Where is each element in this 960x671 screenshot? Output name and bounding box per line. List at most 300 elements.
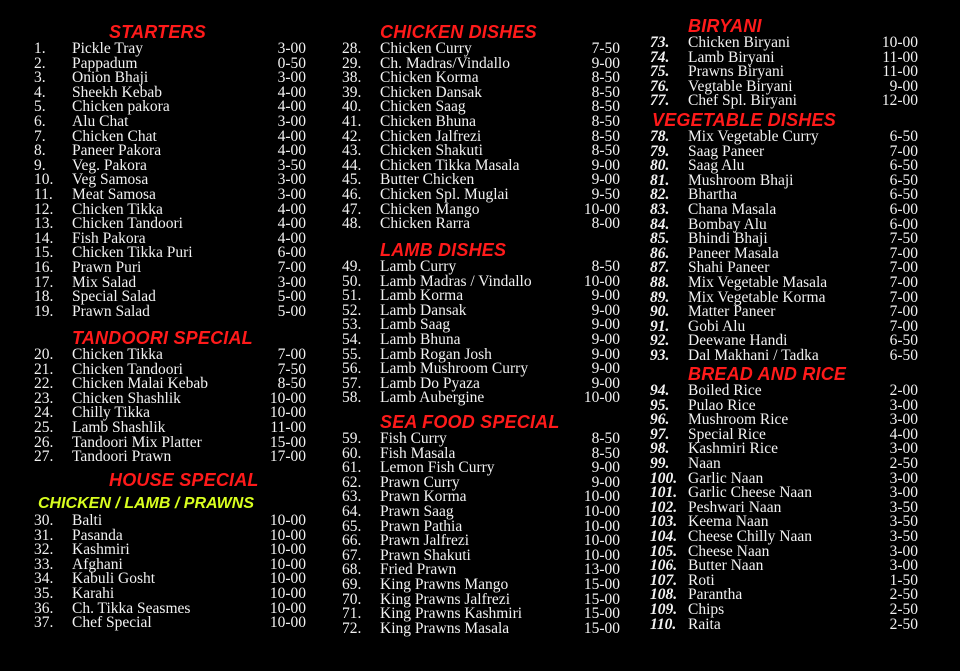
item-number: 20.	[34, 346, 54, 363]
section-title: BIRYANI	[688, 16, 762, 36]
item-number: 24.	[34, 404, 54, 422]
item-name: Chicken Curry	[380, 40, 472, 57]
item-price: 9-00	[591, 171, 620, 189]
item-name: Balti	[72, 512, 103, 529]
item-number: 49.	[342, 258, 362, 275]
item-price: 2-50	[889, 615, 918, 633]
item-price: 4-00	[277, 142, 306, 160]
menu-section	[34, 470, 306, 631]
item-number: 96.	[650, 411, 670, 429]
item-price: 6-50	[889, 346, 918, 364]
item-price: 11-00	[882, 63, 918, 81]
item-price: 10-00	[269, 555, 306, 573]
item-price: 6-50	[889, 128, 918, 145]
item-price: 5-00	[277, 302, 306, 320]
item-name: Keema Naan	[688, 513, 769, 531]
item-number: 38.	[342, 69, 362, 87]
item-number: 104.	[650, 527, 678, 545]
item-name: Ch. Madras/Vindallo	[380, 54, 510, 72]
item-price: 9-00	[889, 77, 918, 95]
item-name: Mix Vegetable Curry	[688, 128, 819, 145]
item-name: Bhartha	[688, 186, 738, 204]
item-name: Afghani	[72, 555, 123, 573]
menu-section	[650, 110, 918, 364]
item-price: 13-00	[583, 561, 620, 579]
item-number: 79.	[650, 142, 670, 160]
item-number: 51.	[342, 287, 362, 305]
item-name: Lamb Saag	[380, 316, 451, 334]
item-price: 0-50	[277, 54, 306, 72]
item-name: Lamb Biryani	[688, 48, 775, 66]
item-price: 7-00	[889, 244, 918, 262]
item-price: 4-00	[277, 98, 306, 116]
item-number: 108.	[650, 586, 678, 604]
item-price: 10-00	[583, 517, 620, 535]
item-number: 94.	[650, 382, 670, 399]
item-price: 7-50	[591, 40, 620, 57]
item-name: Fish Masala	[380, 444, 456, 462]
item-price: 10-00	[269, 512, 306, 529]
item-number: 110.	[650, 615, 677, 633]
item-name: Garlic Cheese Naan	[688, 484, 812, 502]
menu-item	[342, 391, 620, 406]
item-price: 10-00	[583, 272, 620, 290]
item-price: 6-50	[889, 332, 918, 350]
item-name: Pickle Tray	[72, 40, 144, 57]
item-price: 7-50	[889, 230, 918, 248]
item-price: 3-50	[889, 527, 918, 545]
item-price: 4-00	[277, 215, 306, 233]
item-number: 81.	[650, 171, 670, 189]
item-name: Butter Naan	[688, 557, 764, 575]
item-price: 10-00	[583, 532, 620, 550]
item-number: 75.	[650, 63, 670, 81]
item-number: 50.	[342, 272, 362, 290]
item-price: 10-00	[269, 570, 306, 588]
item-price: 6-50	[889, 186, 918, 204]
item-price: 5-00	[277, 288, 306, 306]
item-price: 15-00	[583, 575, 620, 593]
item-price: 10-00	[269, 541, 306, 559]
item-number: 41.	[342, 112, 362, 130]
item-number: 97.	[650, 425, 670, 443]
item-price: 10-00	[269, 404, 306, 422]
menu-section	[342, 22, 620, 232]
item-price: 8-50	[591, 258, 620, 275]
item-name: Chicken Chat	[72, 127, 157, 145]
item-price: 3-00	[277, 40, 306, 57]
item-name: Lamb Curry	[380, 258, 457, 275]
item-name: Chicken Malai Kebab	[72, 375, 209, 393]
item-price: 11-00	[270, 418, 306, 436]
item-name: Butter Chicken	[380, 171, 475, 189]
item-number: 66.	[342, 532, 362, 550]
item-price: 6-50	[889, 157, 918, 175]
item-number: 32.	[34, 541, 54, 559]
item-price: 3-50	[889, 513, 918, 531]
item-number: 35.	[34, 584, 54, 602]
item-name: Prawn Shakuti	[380, 546, 471, 564]
item-price: 3-00	[889, 411, 918, 429]
item-number: 90.	[650, 303, 670, 321]
item-name: Chilly Tikka	[72, 404, 150, 422]
item-number: 19.	[34, 302, 54, 320]
item-name: Saag Paneer	[688, 142, 765, 160]
item-number: 67.	[342, 546, 362, 564]
item-name: Prawn Salad	[72, 302, 150, 320]
item-name: Chef Spl. Biryani	[688, 92, 797, 110]
item-price: 9-00	[591, 459, 620, 477]
item-name: Lamb Do Pyaza	[380, 374, 480, 392]
item-number: 105.	[650, 542, 678, 560]
item-price: 8-50	[591, 444, 620, 462]
item-price: 8-50	[591, 83, 620, 101]
item-name: King Prawns Masala	[380, 619, 510, 637]
item-price: 9-00	[591, 54, 620, 72]
item-number: 10.	[34, 171, 54, 189]
item-number: 89.	[650, 288, 670, 306]
section-title: BREAD AND RICE	[688, 364, 847, 384]
menu-section	[34, 328, 306, 465]
item-price: 10-00	[583, 502, 620, 520]
item-number: 42.	[342, 127, 362, 145]
item-number: 37.	[34, 614, 54, 632]
item-name: Prawn Pathia	[380, 517, 463, 535]
item-number: 102.	[650, 498, 678, 516]
item-price: 8-00	[591, 215, 620, 233]
item-number: 62.	[342, 473, 362, 491]
item-name: Prawns Biryani	[688, 63, 785, 81]
item-price: 9-00	[591, 316, 620, 334]
item-name: Saag Alu	[688, 157, 745, 175]
item-name: Lamb Aubergine	[380, 389, 485, 407]
item-price: 6-00	[889, 215, 918, 233]
item-number: 92.	[650, 332, 670, 350]
item-number: 31.	[34, 526, 54, 544]
item-price: 3-00	[889, 440, 918, 458]
item-number: 36.	[34, 599, 54, 617]
item-number: 93.	[650, 346, 670, 364]
item-name: Mix Vegetable Masala	[688, 273, 828, 291]
menu-item	[342, 619, 620, 637]
item-name: Chicken Shashlik	[72, 389, 181, 407]
item-name: Sheekh Kebab	[72, 83, 162, 101]
item-price: 7-00	[889, 288, 918, 306]
item-number: 23.	[34, 389, 54, 407]
item-number: 77.	[650, 92, 670, 110]
item-name: Meat Samosa	[72, 185, 156, 203]
item-price: 3-00	[889, 469, 918, 487]
item-name: Lamb Madras / Vindallo	[380, 272, 532, 290]
item-price: 6-00	[277, 244, 306, 262]
item-number: 60.	[342, 444, 362, 462]
item-price: 7-00	[889, 273, 918, 291]
menu-item	[342, 217, 620, 232]
item-number: 71.	[342, 605, 362, 623]
item-name: Pappadum	[72, 54, 138, 72]
menu-item	[650, 94, 918, 109]
item-name: Shahi Paneer	[688, 259, 770, 277]
item-number: 55.	[342, 345, 362, 363]
item-name: Chicken Dansak	[380, 83, 483, 101]
item-number: 76.	[650, 77, 670, 95]
item-name: Chicken Rarra	[380, 215, 470, 233]
item-name: Roti	[688, 571, 715, 589]
item-number: 107.	[650, 571, 678, 589]
item-price: 9-00	[591, 156, 620, 174]
item-price: 1-50	[889, 571, 918, 589]
menu-item	[34, 450, 306, 465]
item-number: 26.	[34, 433, 54, 451]
item-price: 9-50	[591, 185, 620, 203]
item-number: 9.	[34, 156, 46, 174]
item-price: 7-00	[889, 317, 918, 335]
item-price: 9-00	[591, 330, 620, 348]
item-name: Garlic Naan	[688, 469, 764, 487]
item-name: Ch. Tikka Seasmes	[72, 599, 191, 617]
item-price: 3-00	[889, 484, 918, 502]
item-price: 4-00	[277, 229, 306, 247]
item-name: Alu Chat	[72, 112, 129, 130]
item-name: Lamb Shashlik	[72, 418, 166, 436]
item-name: Chicken Korma	[380, 69, 479, 87]
item-number: 80.	[650, 157, 670, 175]
item-price: 10-00	[269, 614, 306, 632]
item-name: Chicken Shakuti	[380, 142, 483, 160]
item-price: 3-00	[277, 69, 306, 87]
item-number: 15.	[34, 244, 54, 262]
item-number: 18.	[34, 288, 54, 306]
item-price: 2-50	[889, 586, 918, 604]
item-price: 8-50	[591, 430, 620, 447]
item-name: Chicken Jalfrezi	[380, 127, 482, 145]
item-number: 8.	[34, 142, 46, 160]
item-number: 86.	[650, 244, 670, 262]
item-number: 12.	[34, 200, 54, 218]
item-number: 61.	[342, 459, 362, 477]
item-name: Pasanda	[72, 526, 123, 544]
section-title: CHICKEN DISHES	[380, 22, 537, 42]
item-name: Special Rice	[688, 425, 766, 443]
item-name: Chicken Tandoori	[72, 215, 183, 233]
item-number: 29.	[342, 54, 362, 72]
menu-item	[650, 346, 918, 364]
item-price: 7-00	[277, 346, 306, 363]
item-name: Gobi Alu	[688, 317, 746, 335]
item-name: Chef Special	[72, 614, 152, 632]
section-title: HOUSE SPECIAL	[109, 470, 259, 490]
item-name: Chicken Tikka	[72, 200, 163, 218]
item-price: 17-00	[269, 448, 306, 466]
menu-section	[342, 412, 620, 636]
item-name: Peshwari Naan	[688, 498, 782, 516]
item-price: 7-00	[889, 259, 918, 277]
item-price: 9-00	[591, 374, 620, 392]
item-price: 7-50	[277, 360, 306, 378]
item-name: Pulao Rice	[688, 396, 756, 414]
item-number: 70.	[342, 590, 362, 608]
item-number: 106.	[650, 557, 678, 575]
item-price: 3-00	[889, 557, 918, 575]
item-name: Cheese Naan	[688, 542, 770, 560]
item-price: 8-50	[591, 98, 620, 116]
item-price: 10-00	[881, 34, 918, 51]
item-number: 74.	[650, 48, 670, 66]
item-name: Lamb Rogan Josh	[380, 345, 492, 363]
item-price: 7-00	[889, 142, 918, 160]
item-price: 15-00	[583, 605, 620, 623]
item-number: 16.	[34, 258, 54, 276]
item-price: 3-00	[889, 396, 918, 414]
item-name: Chicken Mango	[380, 200, 480, 218]
item-price: 10-00	[583, 389, 620, 407]
item-name: Parantha	[688, 586, 743, 604]
item-number: 25.	[34, 418, 54, 436]
item-number: 53.	[342, 316, 362, 334]
item-number: 101.	[650, 484, 678, 502]
item-number: 64.	[342, 502, 362, 520]
item-name: Onion Bhaji	[72, 69, 149, 87]
menu-item	[34, 302, 306, 320]
item-name: Mushroom Bhaji	[688, 171, 794, 189]
item-name: Lamb Mushroom Curry	[380, 360, 529, 378]
item-price: 8-50	[591, 127, 620, 145]
item-name: Chicken Spl. Muglai	[380, 185, 509, 203]
item-number: 109.	[650, 600, 678, 618]
item-number: 52.	[342, 301, 362, 319]
item-name: Fried Prawn	[380, 561, 457, 579]
item-price: 4-00	[277, 127, 306, 145]
item-number: 47.	[342, 200, 362, 218]
section-subtitle: CHICKEN / LAMB / PRAWNS	[38, 495, 254, 512]
item-number: 30.	[34, 512, 54, 529]
item-number: 7.	[34, 127, 46, 145]
item-number: 72.	[342, 619, 362, 637]
item-number: 40.	[342, 98, 362, 116]
item-price: 8-50	[591, 142, 620, 160]
item-number: 103.	[650, 513, 678, 531]
item-name: Fish Pakora	[72, 229, 146, 247]
item-number: 78.	[650, 128, 670, 145]
menu-section	[650, 16, 918, 109]
item-number: 99.	[650, 454, 670, 472]
item-price: 10-00	[583, 546, 620, 564]
item-name: Tandoori Prawn	[72, 448, 172, 466]
item-number: 3.	[34, 69, 46, 87]
item-name: Bhindi Bhaji	[688, 230, 768, 248]
item-price: 10-00	[583, 488, 620, 506]
item-price: 9-00	[591, 301, 620, 319]
item-name: King Prawns Kashmiri	[380, 605, 523, 623]
item-price: 3-50	[277, 156, 306, 174]
item-name: Lamb Bhuna	[380, 330, 461, 348]
item-number: 65.	[342, 517, 362, 535]
menu-section	[650, 364, 918, 632]
item-price: 4-00	[277, 83, 306, 101]
item-name: Veg. Pakora	[72, 156, 147, 174]
item-number: 54.	[342, 330, 362, 348]
item-number: 34.	[34, 570, 54, 588]
item-name: Chicken Tikka	[72, 346, 163, 363]
section-title: TANDOORI SPECIAL	[72, 328, 253, 348]
item-price: 12-00	[881, 92, 918, 110]
item-name: Prawn Korma	[380, 488, 467, 506]
item-number: 1.	[34, 40, 46, 57]
item-name: Chicken pakora	[72, 98, 170, 116]
item-number: 84.	[650, 215, 670, 233]
item-name: Tandoori Mix Platter	[72, 433, 202, 451]
item-number: 46.	[342, 185, 362, 203]
item-price: 9-00	[591, 345, 620, 363]
item-price: 9-00	[591, 360, 620, 378]
item-name: Prawn Puri	[72, 258, 142, 276]
item-name: Chicken Biryani	[688, 34, 791, 51]
item-number: 43.	[342, 142, 362, 160]
item-price: 3-00	[889, 542, 918, 560]
item-name: Prawn Jalfrezi	[380, 532, 470, 550]
item-price: 3-50	[889, 498, 918, 516]
item-name: Bombay Alu	[688, 215, 767, 233]
item-name: Mix Vegetable Korma	[688, 288, 826, 306]
item-number: 33.	[34, 555, 54, 573]
item-price: 2-00	[889, 382, 918, 399]
item-price: 11-00	[882, 48, 918, 66]
item-price: 3-00	[277, 171, 306, 189]
item-name: Cheese Chilly Naan	[688, 527, 812, 545]
item-price: 8-50	[277, 375, 306, 393]
item-number: 73.	[650, 34, 670, 51]
item-price: 10-00	[269, 599, 306, 617]
section-title: LAMB DISHES	[380, 240, 507, 260]
item-number: 83.	[650, 200, 670, 218]
item-number: 44.	[342, 156, 362, 174]
item-name: Paneer Pakora	[72, 142, 162, 160]
item-price: 3-00	[277, 273, 306, 291]
item-price: 7-00	[889, 303, 918, 321]
item-price: 15-00	[269, 433, 306, 451]
item-price: 9-00	[591, 287, 620, 305]
item-number: 98.	[650, 440, 670, 458]
menu-section	[34, 22, 306, 319]
item-price: 3-00	[277, 185, 306, 203]
item-name: Karahi	[72, 584, 115, 602]
item-name: Chicken Bhuna	[380, 112, 476, 130]
item-name: Kashmiri Rice	[688, 440, 778, 458]
item-name: Kabuli Gosht	[72, 570, 156, 588]
item-price: 8-50	[591, 112, 620, 130]
item-price: 6-00	[889, 200, 918, 218]
item-number: 21.	[34, 360, 54, 378]
item-name: Dal Makhani / Tadka	[688, 346, 819, 364]
item-number: 87.	[650, 259, 670, 277]
item-price: 10-00	[269, 389, 306, 407]
item-number: 59.	[342, 430, 362, 447]
item-name: King Prawns Jalfrezi	[380, 590, 510, 608]
item-name: Naan	[688, 454, 721, 472]
item-number: 58.	[342, 389, 362, 407]
item-number: 100.	[650, 469, 678, 487]
menu-item	[34, 616, 306, 631]
item-name: Kashmiri	[72, 541, 130, 559]
item-name: Lemon Fish Curry	[380, 459, 495, 477]
item-name: Special Salad	[72, 288, 156, 306]
item-number: 22.	[34, 375, 54, 393]
item-price: 4-00	[277, 200, 306, 218]
menu-item	[650, 615, 918, 633]
item-number: 11.	[34, 185, 53, 203]
item-price: 10-00	[269, 526, 306, 544]
item-name: Chana Masala	[688, 200, 777, 218]
